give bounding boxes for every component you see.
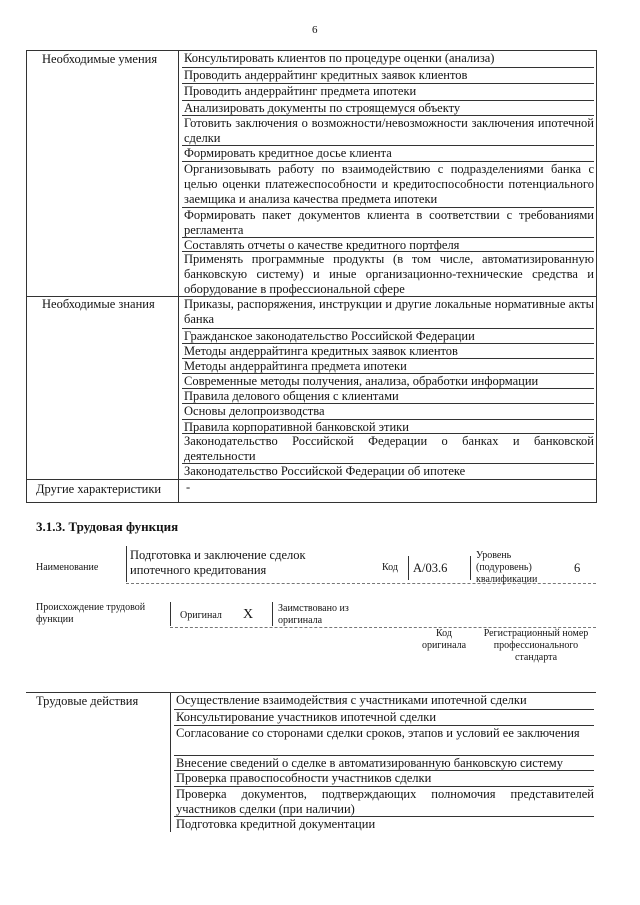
skill-item: Применять программные продукты (в том числе, автоматизированную банковскую систему) и иные организационно-технические средства и оборудование в профессиональной сфере xyxy=(184,252,594,296)
page-number: 6 xyxy=(312,24,318,36)
action-item: Внесение сведений о сделке в автоматизированную банковскую систему xyxy=(174,755,594,770)
function-name: Подготовка и заключение сделок ипотечного кредитования xyxy=(130,548,306,577)
skill-item: Проводить андеррайтинг кредитных заявок клиентов xyxy=(182,67,594,83)
table-bottom-border xyxy=(26,502,596,503)
skill-item: Формировать кредитное досье клиента xyxy=(182,145,594,161)
origin-label: Происхождение трудовой функции xyxy=(36,602,146,625)
level-value: 6 xyxy=(574,561,581,575)
section-title: 3.1.3. Трудовая функция xyxy=(36,519,179,534)
action-item: Подготовка кредитной документации xyxy=(174,816,594,832)
knowledge-item: Правила корпоративной банковской этики xyxy=(182,419,594,433)
code-box-right xyxy=(470,556,471,580)
skill-item: Анализировать документы по строящемуся объекту xyxy=(182,100,594,115)
knowledge-item: Основы делопроизводства xyxy=(182,403,594,419)
name-box-left xyxy=(126,546,127,582)
skill-item: Формировать пакет документов клиента в соответствии с требованиями регламента xyxy=(184,208,594,237)
knowledge-label: Необходимые знания xyxy=(42,297,155,311)
knowledge-item: Законодательство Российской Федерации об ипотеке xyxy=(182,463,594,479)
knowledge-item: Современные методы получения, анализа, обработки информации xyxy=(182,373,594,388)
skills-label: Необходимые умения xyxy=(42,52,158,66)
name-label: Наименование xyxy=(36,562,99,573)
skill-item: Готовить заключения о возможности/невозможности заключения ипотечной сделки xyxy=(184,116,594,145)
knowledge-item: Приказы, распоряжения, инструкции и другие локальные нормативные акты банка xyxy=(184,297,594,326)
table-column-divider xyxy=(178,50,179,503)
action-item: Проверка документов, подтверждающих полномочия представителей участников сделки (при наличии) xyxy=(176,787,594,816)
borrowed-label: Заимствовано из оригинала xyxy=(278,603,349,626)
original-mark: X xyxy=(243,607,254,622)
origin-box-divider xyxy=(272,602,273,626)
knowledge-item: Законодательство Российской Федерации о банках и банковской деятельности xyxy=(184,434,594,463)
table-right-border xyxy=(596,50,597,503)
skill-item: Консультировать клиентов по процедуре оценки (анализа) xyxy=(184,51,495,65)
level-label: Уровень (подуровень) квалификации xyxy=(476,550,538,585)
code-original-label: Код оригинала xyxy=(421,628,467,651)
action-item: Согласование со сторонами сделки сроков, этапов и условий ее заключения xyxy=(174,725,594,755)
knowledge-item: Методы андеррайтинга предмета ипотеки xyxy=(182,358,594,373)
code-box-left xyxy=(408,556,409,580)
code-label: Код xyxy=(382,562,398,573)
skill-item: Составлять отчеты о качестве кредитного портфеля xyxy=(182,237,594,251)
origin-box-left xyxy=(170,602,171,626)
action-item: Осуществление взаимодействия с участниками ипотечной сделки xyxy=(176,693,527,707)
skill-item: Организовывать работу по взаимодействию с подразделениями банка с целью оценки платежеспособности и кредитоспособности потенциального заемщика и анализа качества предмета ипотеки xyxy=(184,162,594,206)
knowledge-item: Правила делового общения с клиентами xyxy=(182,388,594,403)
other-value: - xyxy=(186,480,191,494)
skill-item: Проводить андеррайтинг предмета ипотеки xyxy=(182,83,594,100)
action-item: Проверка правоспособности участников сделки xyxy=(174,770,594,786)
action-item: Консультирование участников ипотечной сделки xyxy=(174,709,594,725)
other-label: Другие характеристики xyxy=(36,482,162,496)
actions-label: Трудовые действия xyxy=(36,694,139,708)
table-left-border xyxy=(26,50,27,503)
code-value: А/03.6 xyxy=(413,561,448,575)
knowledge-item: Методы андеррайтинга кредитных заявок клиентов xyxy=(182,343,594,358)
other-divider xyxy=(26,479,596,480)
original-label: Оригинал xyxy=(180,610,222,621)
knowledge-item: Гражданское законодательство Российской Федерации xyxy=(182,328,594,343)
actions-column-divider xyxy=(170,692,171,832)
reg-number-label: Регистрационный номер профессионального стандарта xyxy=(483,628,589,663)
